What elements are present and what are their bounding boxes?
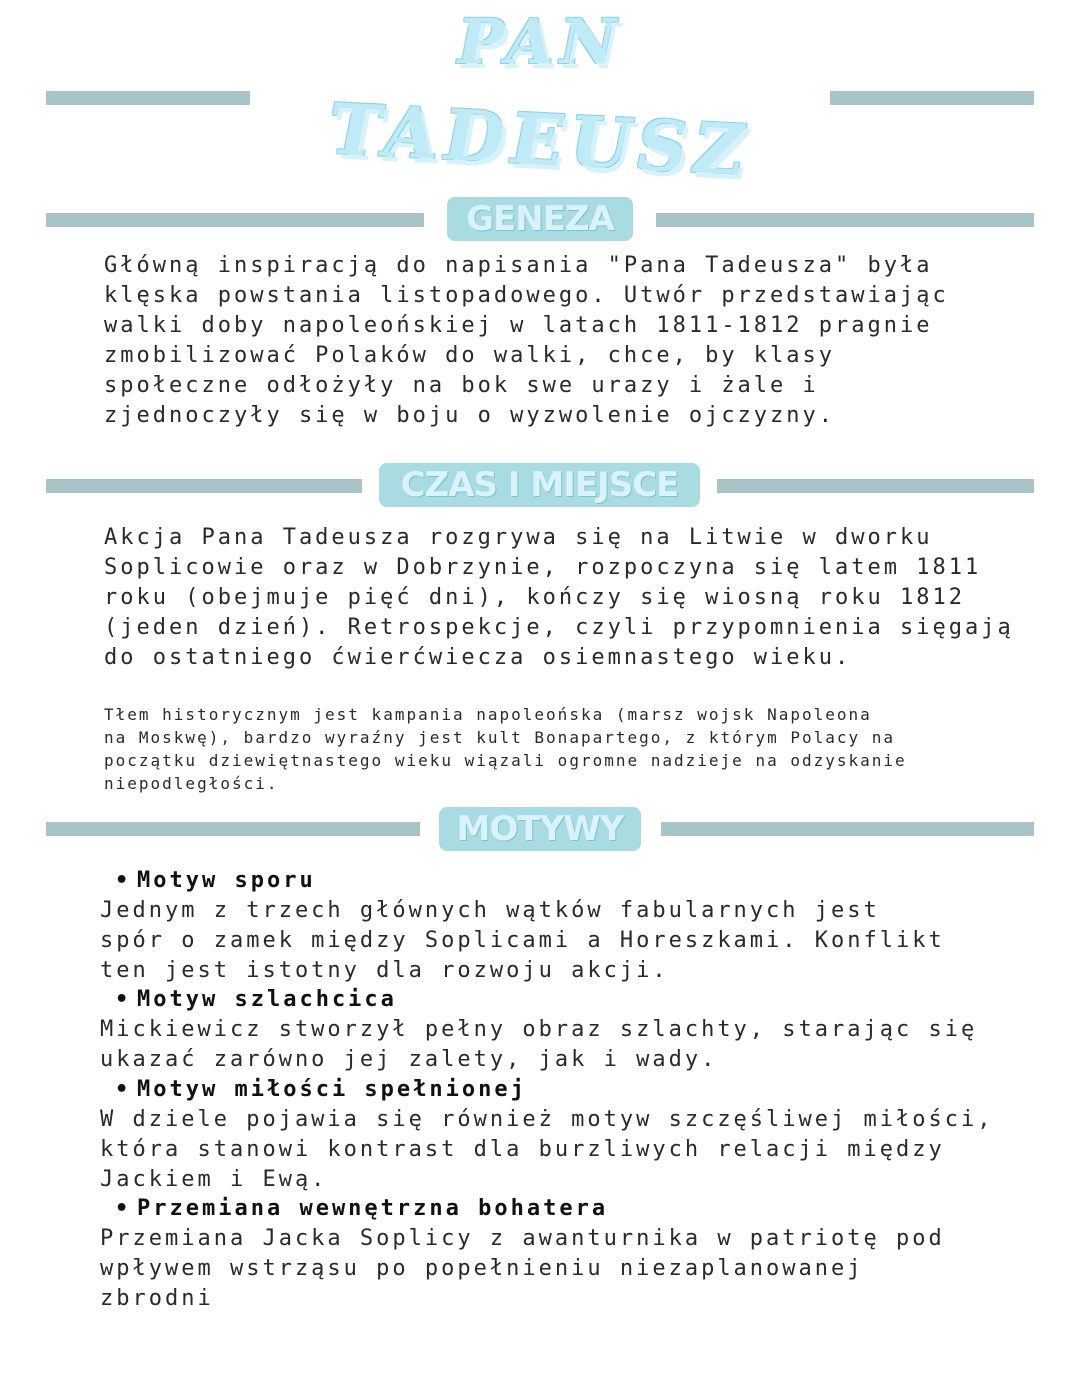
motive-title-4	[115, 1194, 608, 1224]
czas-bar-left	[46, 479, 362, 493]
bullet-icon: •	[115, 987, 132, 1012]
motive-text-3: W dziele pojawia się również motyw szczęśliwej miłości, która stanowi kontrast dla burzliwych relacji między Jackiem i Ewą.	[100, 1107, 994, 1192]
geneza-heading: GENEZA	[447, 197, 633, 241]
geneza-text: Główną inspiracją do napisania "Pana Tadeusza" była klęska powstania listopadowego. Utwór przedstawiając walki doby napoleońskiej w latach 1811-1812 pragnie zmobilizować Polaków do walki, chce, by klasy społeczne odłożyły na bok swe urazy i żale i zjednoczyły się w boju o wyzwolenie ojczyzny.	[104, 253, 949, 428]
czas-text: Akcja Pana Tadeusza rozgrywa się na Litwie w dworku Soplicowie oraz w Dobrzynie, rozpoczyna się latem 1811 roku (obejmuje pięć dni), kończy się wiosną roku 1812 (jeden dzień). Retrospekcje, czyli przypomnienia sięgają do ostatniego ćwierćwiecza osiemnastego wieku.	[104, 525, 1014, 670]
motive-title-3	[115, 1075, 527, 1105]
motive-title-1	[115, 866, 316, 896]
bullet-icon: •	[115, 1196, 132, 1221]
motive-title-text: Motyw sporu	[137, 868, 316, 893]
bullet-icon: •	[115, 1077, 132, 1102]
motywy-bar-left	[46, 822, 420, 836]
czas-bar-right	[717, 479, 1034, 493]
motive-text-1: Jednym z trzech głównych wątków fabularnych jest spór o zamek między Soplicami a Horeszkami. Konflikt ten jest istotny dla rozwoju akcji.	[100, 898, 945, 983]
motywy-heading: MOTYWY	[439, 807, 641, 851]
motive-title-2	[115, 985, 397, 1015]
motive-title-text: Przemiana wewnętrzna bohatera	[137, 1196, 609, 1221]
bullet-icon: •	[115, 868, 132, 893]
czas-heading: CZAS I MIEJSCE	[379, 463, 700, 507]
title-bar-right	[830, 91, 1034, 105]
geneza-bar-left	[46, 213, 424, 227]
title-line-2: TADEUSZ	[329, 86, 751, 193]
czas-note: Tłem historycznym jest kampania napoleońska (marsz wojsk Napoleona na Moskwę), bardzo wyraźny jest kult Bonapartego, z którym Polacy na początku dziewiętnastego wieku wiązali ogromne nadzieje na odzyskanie niepodległości.	[104, 705, 907, 793]
motywy-bar-right	[661, 822, 1034, 836]
motive-text-4: Przemiana Jacka Soplicy z awanturnika w patriotę pod wpływem wstrząsu po popełnieniu niezaplanowanej zbrodni	[100, 1226, 945, 1311]
title-line-1: PAN	[457, 5, 623, 78]
motive-text-2: Mickiewicz stworzył pełny obraz szlachty, starając się ukazać zarówno jej zalety, jak i wady.	[100, 1017, 978, 1072]
motive-title-text: Motyw miłości spełnionej	[137, 1077, 527, 1102]
geneza-bar-right	[656, 213, 1034, 227]
motive-title-text: Motyw szlachcica	[137, 987, 397, 1012]
